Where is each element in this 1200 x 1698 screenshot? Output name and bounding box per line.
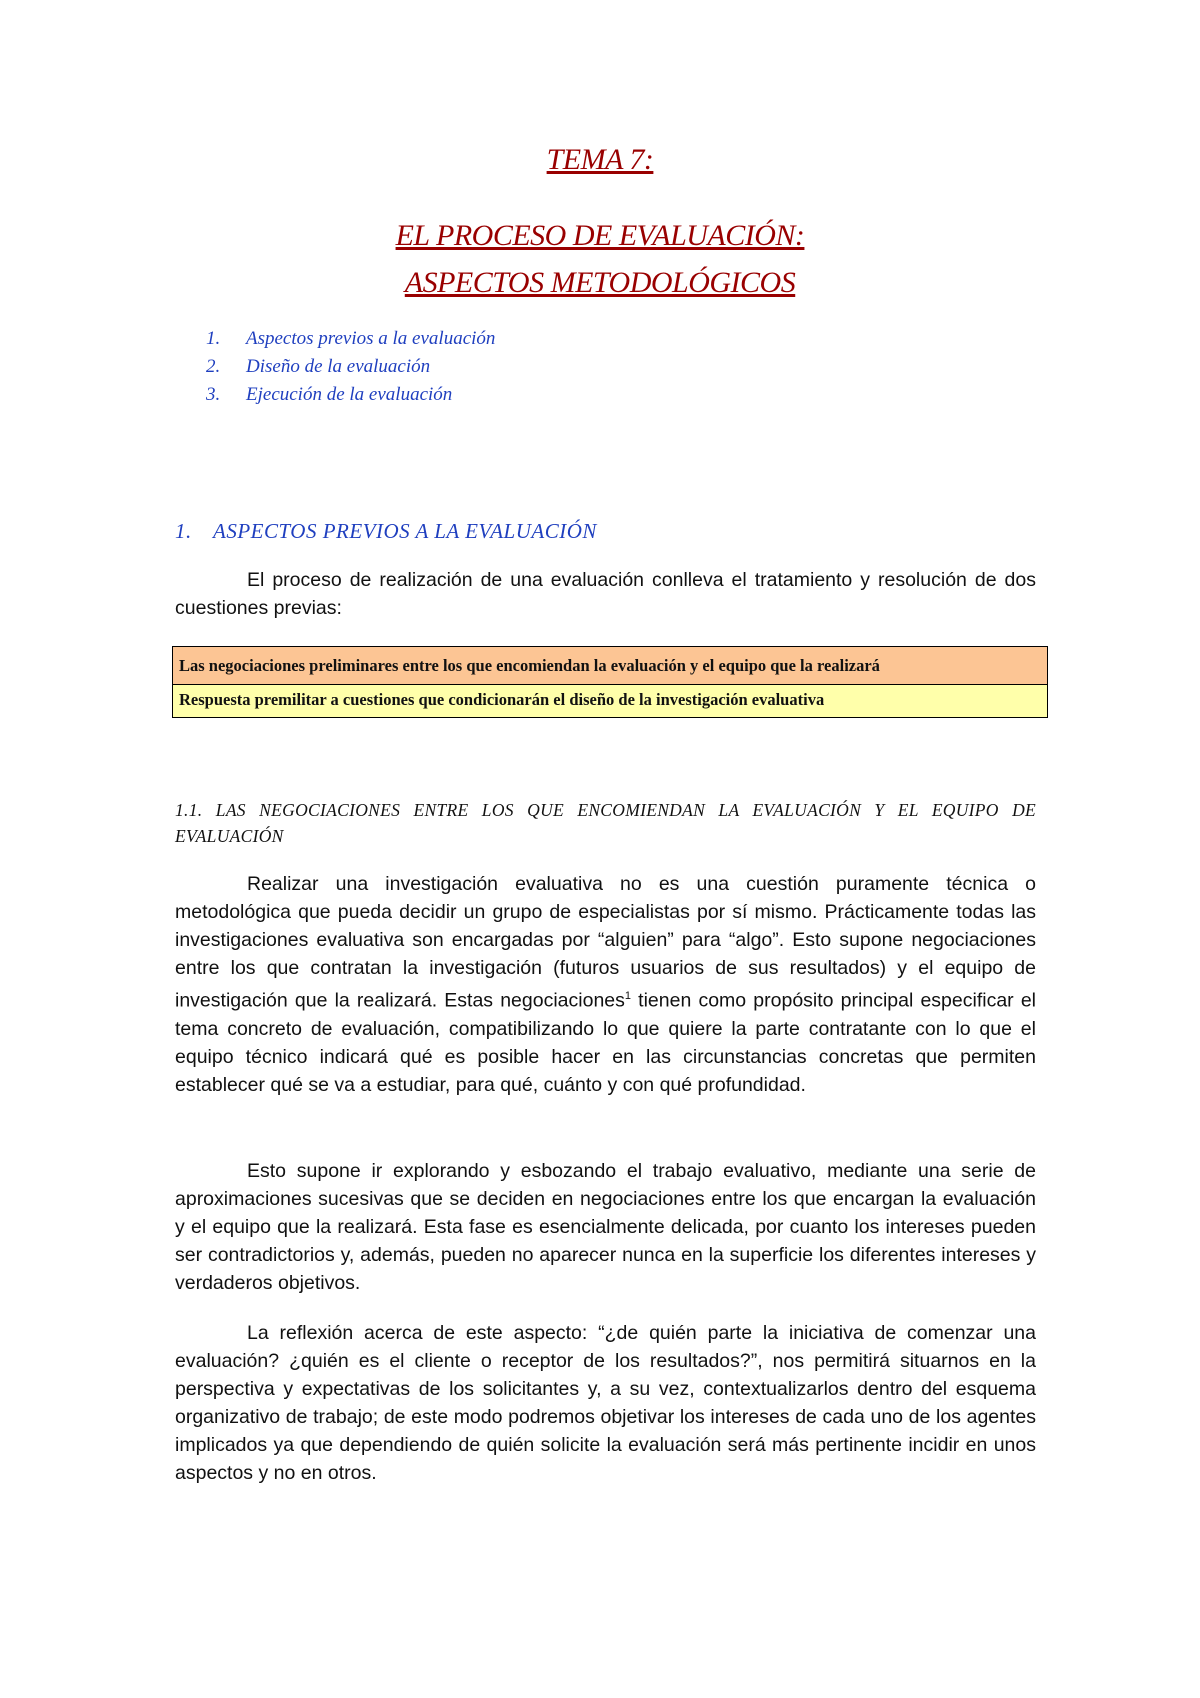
toc-item-number: 2. [206,356,221,377]
toc-item [206,381,495,409]
toc-item-label: Diseño de la evaluación [246,356,431,377]
toc-item-label: Ejecución de la evaluación [246,384,453,405]
paragraph-text: La reflexión acerca de este aspecto: “¿de quién parte la iniciativa de comenzar una evaluación? ¿quién es el cliente o receptor de los resultados?”, nos permitirá situarnos en la perspectiva y expectativas de los solicitantes y, a su vez, contextualizarlos dentro del esquema organizativo de trabajo; de este modo podremos objetivar los intereses de cada uno de los agentes implicados ya que dependiendo de quién solicite la evaluación será más pertinente incidir en unos aspectos y no en otros. [175,1322,1036,1484]
document-title-line2: ASPECTOS METODOLÓGICOS [404,266,796,299]
tema-heading: TEMA 7: [546,143,654,176]
section-heading [175,519,597,544]
toc-item [206,353,495,381]
intro-paragraph [175,566,1036,622]
table-row: Respuesta premilitar a cuestiones que condicionarán el diseño de la investigación evaluativa [173,685,1047,717]
section-title: ASPECTOS PREVIOS A LA EVALUACIÓN [213,519,597,543]
toc-item-number: 3. [206,384,221,405]
toc-item-label: Aspectos previos a la evaluación [246,328,496,349]
body-paragraph [175,870,1036,1099]
table-of-contents [206,325,495,409]
body-paragraph [175,1319,1036,1487]
document-title-line1: EL PROCESO DE EVALUACIÓN: [395,219,805,252]
paragraph-text: Realizar una investigación evaluativa no es una cuestión puramente técnica o metodológica que pueda decidir un grupo de especialistas por sí mismo. Prácticamente todas las investigaciones evaluativa son encargadas por “alguien” para “algo”. Esto supone negociaciones entre los que contratan la investigación (futuros usuarios de sus resultados) y el equipo de investigación que la realizará. Estas negociaciones [175,873,1036,1012]
toc-item [206,325,495,353]
table-row: Las negociaciones preliminares entre los que encomiendan la evaluación y el equipo que la realizará [173,647,1047,685]
subsection-heading: 1.1. LAS NEGOCIACIONES ENTRE LOS QUE ENCOMIENDAN LA EVALUACIÓN Y EL EQUIPO DE EVALUACIÓN [175,800,1036,846]
paragraph-text: tienen como propósito principal especificar el tema concreto de evaluación, compatibilizando lo que quiere la parte contratante con lo que el equipo técnico indicará qué es posible hacer en las circunstancias concretas que permiten establecer qué se va a estudiar, para qué, cuánto y con qué profundidad. [175,989,1036,1096]
section-number: 1. [175,519,192,543]
intro-text: El proceso de realización de una evaluación conlleva el tratamiento y resolución de dos cuestiones previas: [175,569,1036,619]
toc-item-number: 1. [206,328,221,349]
paragraph-text: Esto supone ir explorando y esbozando el trabajo evaluativo, mediante una serie de aproximaciones sucesivas que se deciden en negociaciones entre los que encargan la evaluación y el equipo que la realizará. Esta fase es esencialmente delicada, por cuanto los intereses pueden ser contradictorios y, además, pueden no aparecer nunca en la superficie los diferentes intereses y verdaderos objetivos. [175,1160,1036,1294]
body-paragraph [175,1157,1036,1297]
footnote-marker[interactable]: 1 [624,990,632,1002]
previous-questions-table [172,646,1048,718]
